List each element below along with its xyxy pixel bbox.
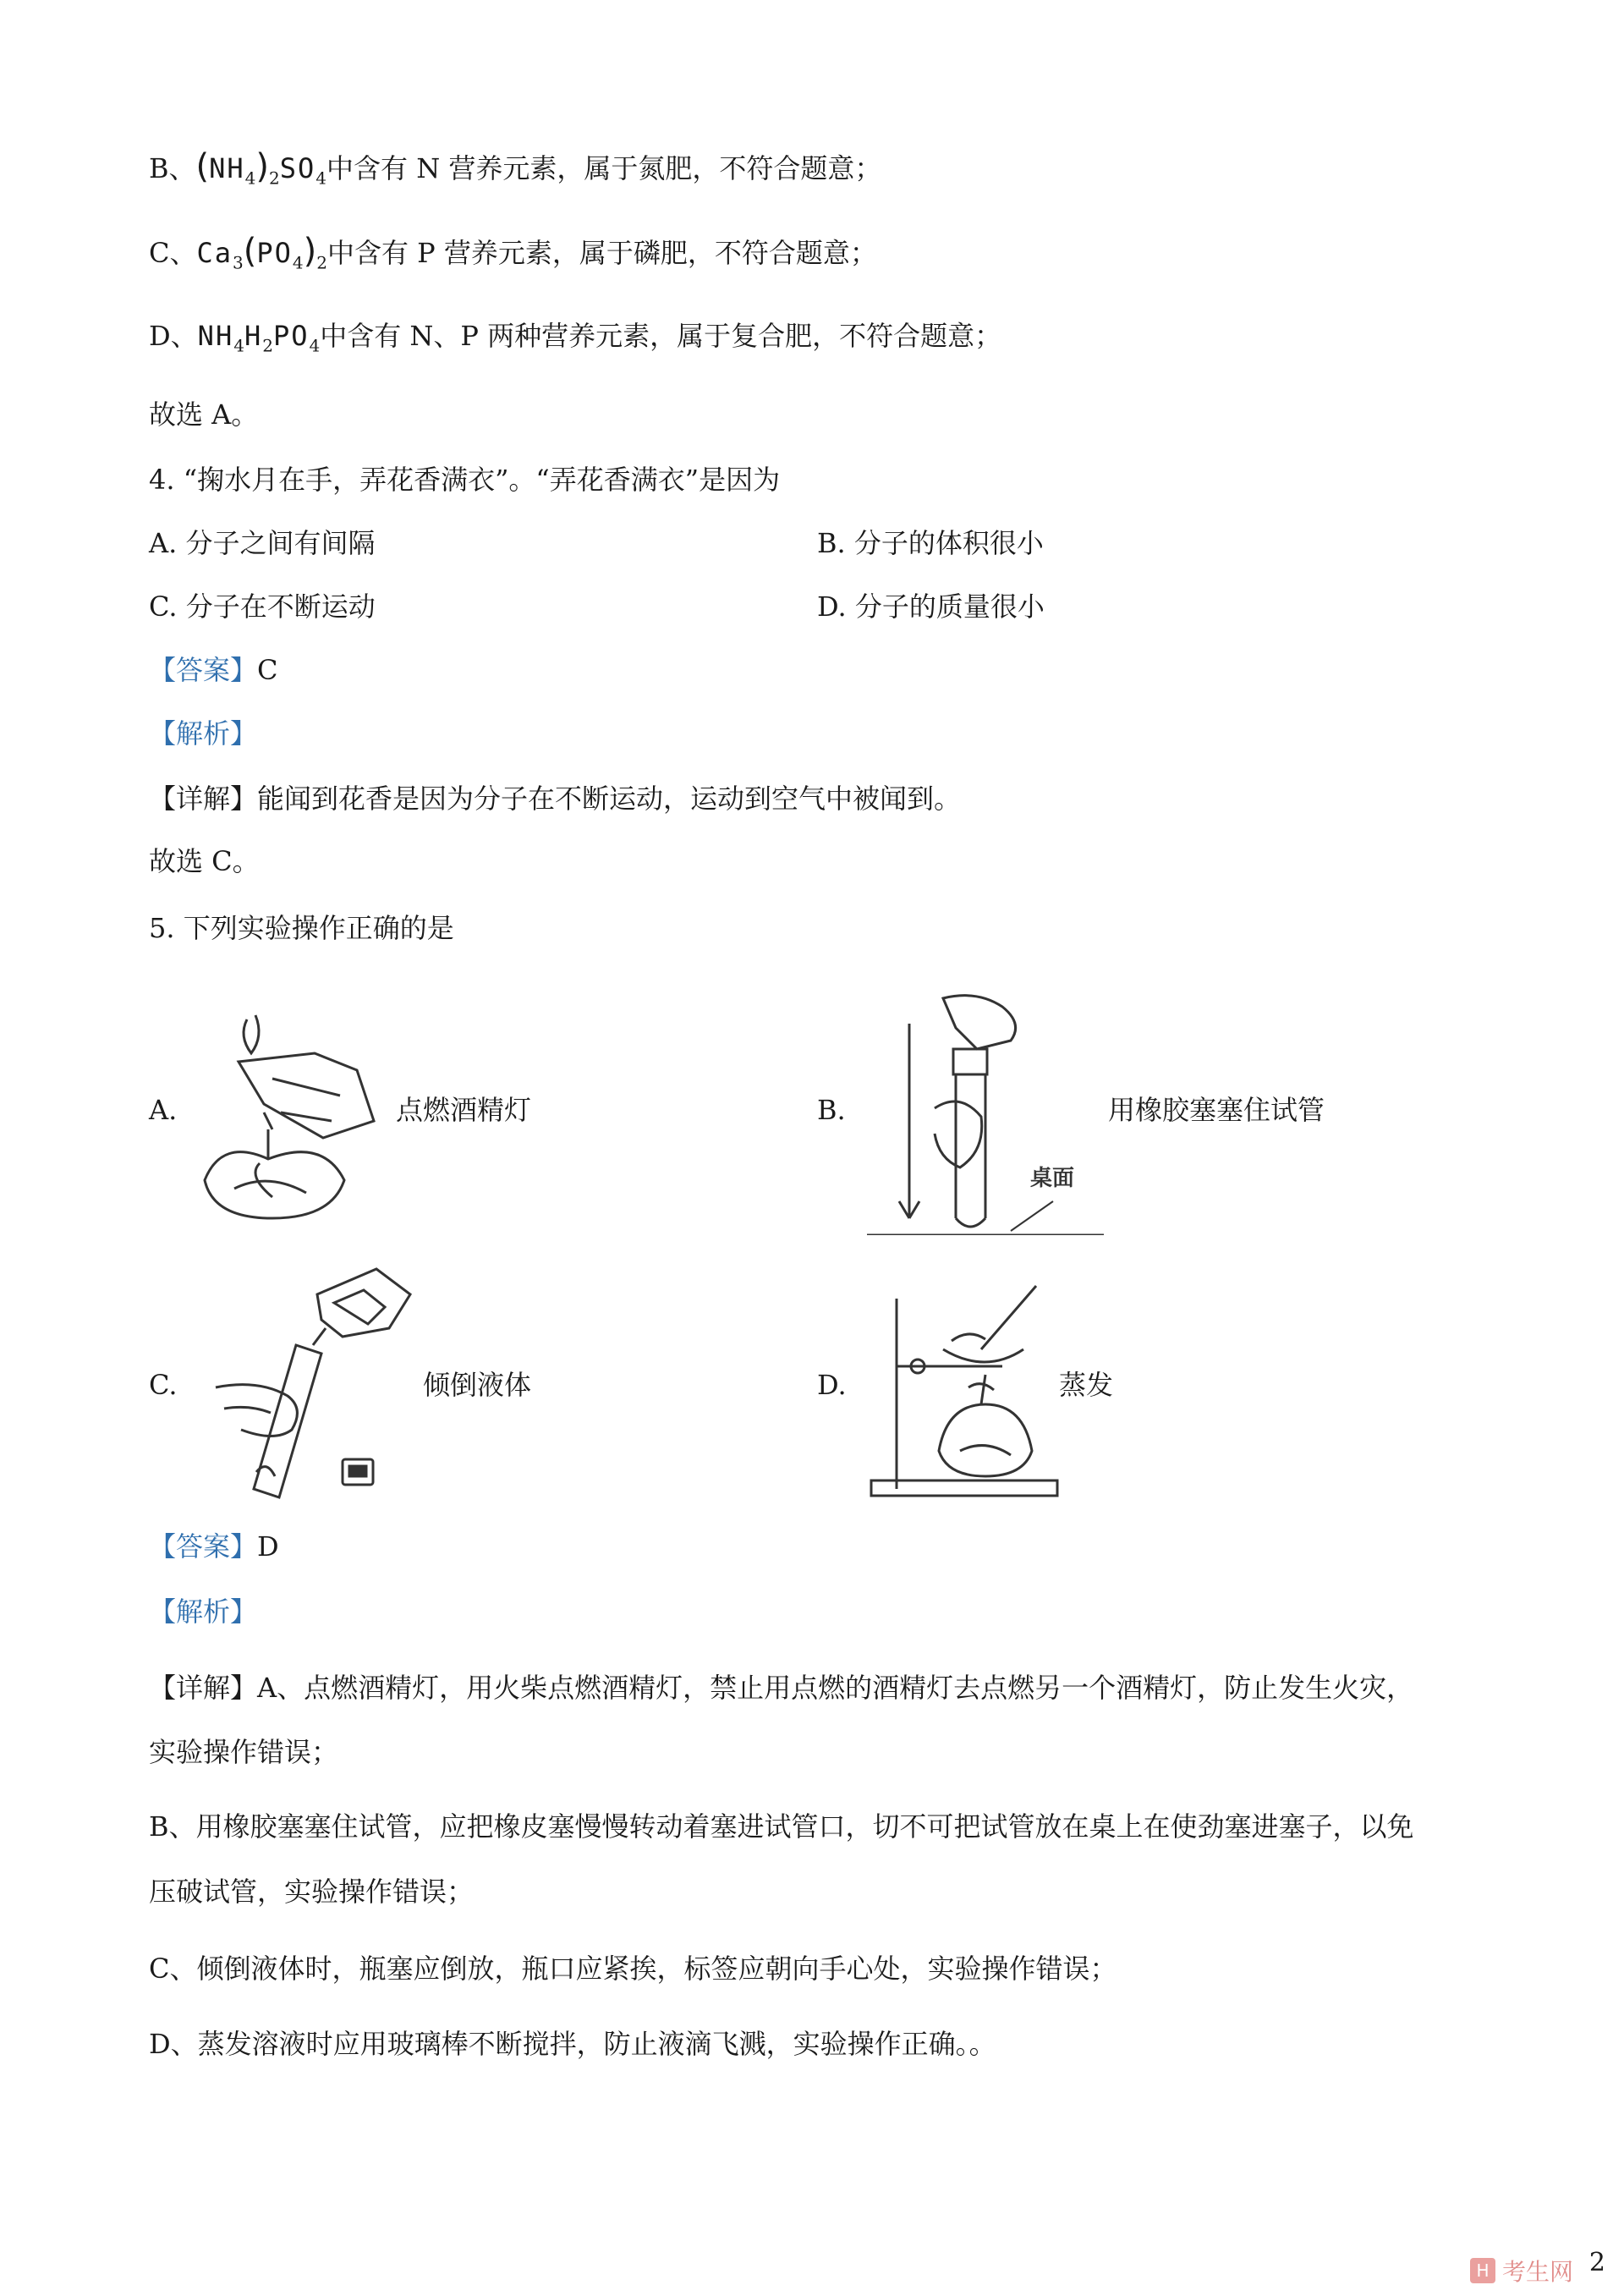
q4-detail [149,782,961,816]
subscript: 4 [315,168,327,189]
q3-option-b-explanation [149,147,882,195]
subscript: 2 [262,335,273,356]
q5-detail-b-line1: B、用橡胶塞塞住试管，应把橡皮塞慢慢转动着塞进试管口，切不可把试管放在桌上在使劲塞进塞子，以免 [149,1810,1414,1843]
q5-option-b-caption: 用橡胶塞塞住试管 [1108,1094,1325,1126]
q5-option-d-caption: 蒸发 [1059,1369,1114,1401]
answer-tag: 【答案】 [149,1530,258,1563]
formula-part: Ca [196,237,233,269]
prefix: B、 [149,152,196,184]
q4-option-d: D. 分子的质量很小 [817,590,1045,623]
paren: ) [303,232,317,271]
logo-mark-icon: H [1470,2258,1495,2283]
q4-option-c: C. 分子在不断运动 [149,590,376,623]
q5-detail-c: C、倾倒液体时，瓶塞应倒放，瓶口应紧挨，标签应朝向手心处，实验操作错误； [149,1953,1117,1985]
subscript: 4 [244,168,256,189]
explanation-text: 中含有 N 营养元素，属于氮肥，不符合题意； [326,152,882,184]
pouring-liquid-figure [207,1261,427,1506]
formula-part: PO [272,320,310,352]
q3-conclusion: 故选 A。 [149,398,259,431]
test-tube-stopper-figure [859,990,1112,1235]
q5-option-c-caption: 倾倒液体 [423,1369,532,1401]
prefix: D、 [149,320,198,352]
q5-option-a-caption: 点燃酒精灯 [396,1094,532,1126]
subscript: 4 [292,252,304,273]
detail-text: A、点燃酒精灯，用火柴点燃酒精灯，禁止用点燃的酒精灯去点燃另一个酒精灯，防止发生火灾， [257,1672,1414,1704]
q5-stem: 5. 下列实验操作正确的是 [149,912,454,944]
alcohol-lamp-lighting-figure [188,1002,391,1222]
subscript: 2 [269,168,280,189]
q5-detail-a-line1 [149,1671,1413,1705]
answer-value: D [257,1530,279,1563]
paren: ( [243,232,257,271]
detail-tag: 【详解】 [149,783,258,815]
q3-option-d-explanation [149,319,1001,362]
prefix: C、 [149,237,197,269]
formula-part: H [244,320,263,352]
q4-analysis-tag: 【解析】 [149,717,258,750]
explanation-text: 中含有 N、P 两种营养元素，属于复合肥，不符合题意； [320,320,1002,352]
formula-part: PO [256,237,293,269]
desk-surface-label: 桌面 [1030,1166,1075,1191]
q3-option-c-explanation [149,234,877,279]
site-logo [1470,2254,1573,2288]
formula-part: NH [197,320,234,352]
subscript: 4 [233,335,244,356]
formula-part: NH [209,152,245,184]
q5-option-b-letter: B. [817,1094,846,1126]
q5-analysis-tag: 【解析】 [149,1596,258,1628]
detail-text: 能闻到花香是因为分子在不断运动，运动到空气中被闻到。 [257,783,962,815]
detail-tag: 【详解】 [149,1672,258,1704]
formula-part: SO [279,152,316,184]
q5-detail-a-line2: 实验操作错误； [149,1736,339,1768]
q4-option-b: B. 分子的体积很小 [817,527,1044,559]
q5-answer [149,1530,279,1563]
answer-value: C [257,654,278,686]
q5-detail-d: D、蒸发溶液时应用玻璃棒不断搅拌，防止液滴飞溅，实验操作正确。。 [149,2028,996,2060]
answer-tag: 【答案】 [149,654,258,686]
subscript: 2 [316,252,327,273]
evaporation-setup-figure [867,1282,1070,1502]
subscript: 4 [309,335,321,356]
page-number: 2 [1588,2248,1605,2277]
explanation-text: 中含有 P 营养元素，属于磷肥，不符合题意； [326,237,877,269]
q4-conclusion: 故选 C。 [149,845,260,877]
q5-detail-b-line2: 压破试管，实验操作错误； [149,1876,475,1908]
q4-answer [149,653,278,687]
q4-option-a: A. 分子之间有间隔 [149,527,376,559]
paren: ( [195,147,210,186]
q4-stem: 4. “掬水月在手，弄花香满衣”。“弄花香满衣”是因为 [149,464,781,496]
q5-option-d-letter: D. [817,1369,847,1401]
q5-option-c-letter: C. [149,1369,178,1401]
paren: ) [255,147,270,186]
q5-option-a-letter: A. [149,1094,178,1126]
subscript: 3 [233,252,244,273]
logo-text: 考生网 [1501,2258,1573,2286]
